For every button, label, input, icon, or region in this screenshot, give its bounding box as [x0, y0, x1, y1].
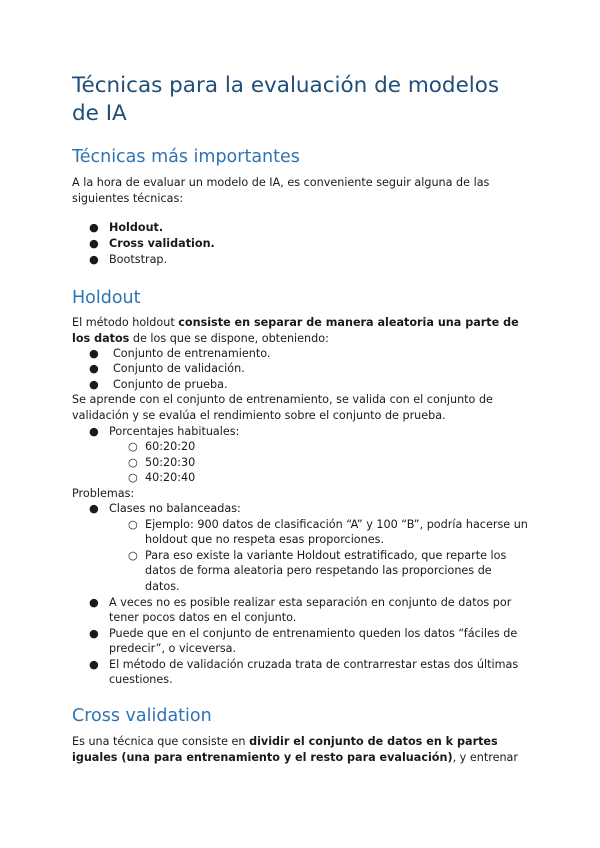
prob4-line2: cuestiones. — [109, 673, 173, 686]
estrat-line2: datos de forma aleatoria pero respetando las proporciones de — [145, 564, 492, 577]
estrat-line3: datos. — [145, 580, 180, 593]
ejemplo-line1: Ejemplo: 900 datos de clasificación “A” y 100 “B”, podría hacerse un — [145, 518, 528, 531]
list-item-set: Conjunto de validación. — [113, 362, 245, 375]
list-item-holdout: Holdout. — [109, 221, 164, 234]
cross-p1-line2: iguales (una para entrenamiento y el resto para evaluación), y entrenar — [72, 751, 518, 764]
heading-tecnicas: Técnicas más importantes — [72, 147, 300, 167]
holdout-p2-line1: Se aprende con el conjunto de entrenamiento, se valida con el conjunto de — [72, 393, 493, 406]
prob4-line1: El método de validación cruzada trata de contrarrestar estas dos últimas — [109, 658, 519, 671]
circle-bullet-icon: ○ — [128, 471, 138, 484]
estrat-line1: Para eso existe la variante Holdout estratificado, que reparte los — [145, 549, 507, 562]
circle-bullet-icon: ○ — [128, 456, 138, 469]
problemas-label: Problemas: — [72, 487, 135, 500]
bullet-icon: ● — [89, 253, 99, 266]
prob3-line1: Puede que en el conjunto de entrenamiento queden los datos “fáciles de — [109, 627, 518, 640]
tecnicas-intro-line2: siguientes técnicas: — [72, 192, 184, 205]
prob3-line2: predecir”, o viceversa. — [109, 642, 237, 655]
holdout-p1-line2: los datos de los que se dispone, obteniendo: — [72, 332, 329, 345]
list-item-clases: Clases no balanceadas: — [109, 502, 241, 515]
holdout-p1-line1: El método holdout consiste en separar de manera aleatoria una parte de — [72, 316, 519, 329]
bullet-icon: ● — [89, 596, 99, 609]
porcentajes-label: Porcentajes habituales: — [109, 425, 240, 438]
bullet-icon: ● — [89, 221, 99, 234]
bullet-icon: ● — [89, 347, 99, 360]
circle-bullet-icon: ○ — [128, 518, 138, 531]
holdout-p2-line2: validación y se evalúa el rendimiento sobre el conjunto de prueba. — [72, 409, 446, 422]
bullet-icon: ● — [89, 237, 99, 250]
bullet-icon: ● — [89, 627, 99, 640]
prob2-line2: tener pocos datos en el conjunto. — [109, 611, 297, 624]
heading-cross-validation: Cross validation — [72, 706, 212, 726]
list-item-cross-validation: Cross validation. — [109, 237, 215, 250]
cross-p1-line1: Es una técnica que consiste en dividir el conjunto de datos en k partes — [72, 735, 498, 748]
prob2-line1: A veces no es posible realizar esta separación en conjunto de datos por — [109, 596, 512, 609]
document-title: Técnicas para la evaluación de modelos de IA — [72, 73, 500, 126]
circle-bullet-icon: ○ — [128, 549, 138, 562]
list-item-porcentaje: 50:20:30 — [145, 456, 196, 469]
ejemplo-line2: holdout que no respeta esas proporciones. — [145, 533, 385, 546]
bullet-icon: ● — [89, 658, 99, 671]
bullet-icon: ● — [89, 502, 99, 515]
circle-bullet-icon: ○ — [128, 440, 138, 453]
bullet-icon: ● — [89, 425, 99, 438]
list-item-set: Conjunto de entrenamiento. — [113, 347, 271, 360]
bullet-icon: ● — [89, 362, 99, 375]
tecnicas-intro-line1: A la hora de evaluar un modelo de IA, es conveniente seguir alguna de las — [72, 176, 490, 189]
list-item-porcentaje: 60:20:20 — [145, 440, 196, 453]
list-item-set: Conjunto de prueba. — [113, 378, 228, 391]
list-item-bootstrap: Bootstrap. — [109, 253, 168, 266]
bullet-icon: ● — [89, 378, 99, 391]
heading-holdout: Holdout — [72, 288, 141, 308]
list-item-porcentaje: 40:20:40 — [145, 471, 196, 484]
